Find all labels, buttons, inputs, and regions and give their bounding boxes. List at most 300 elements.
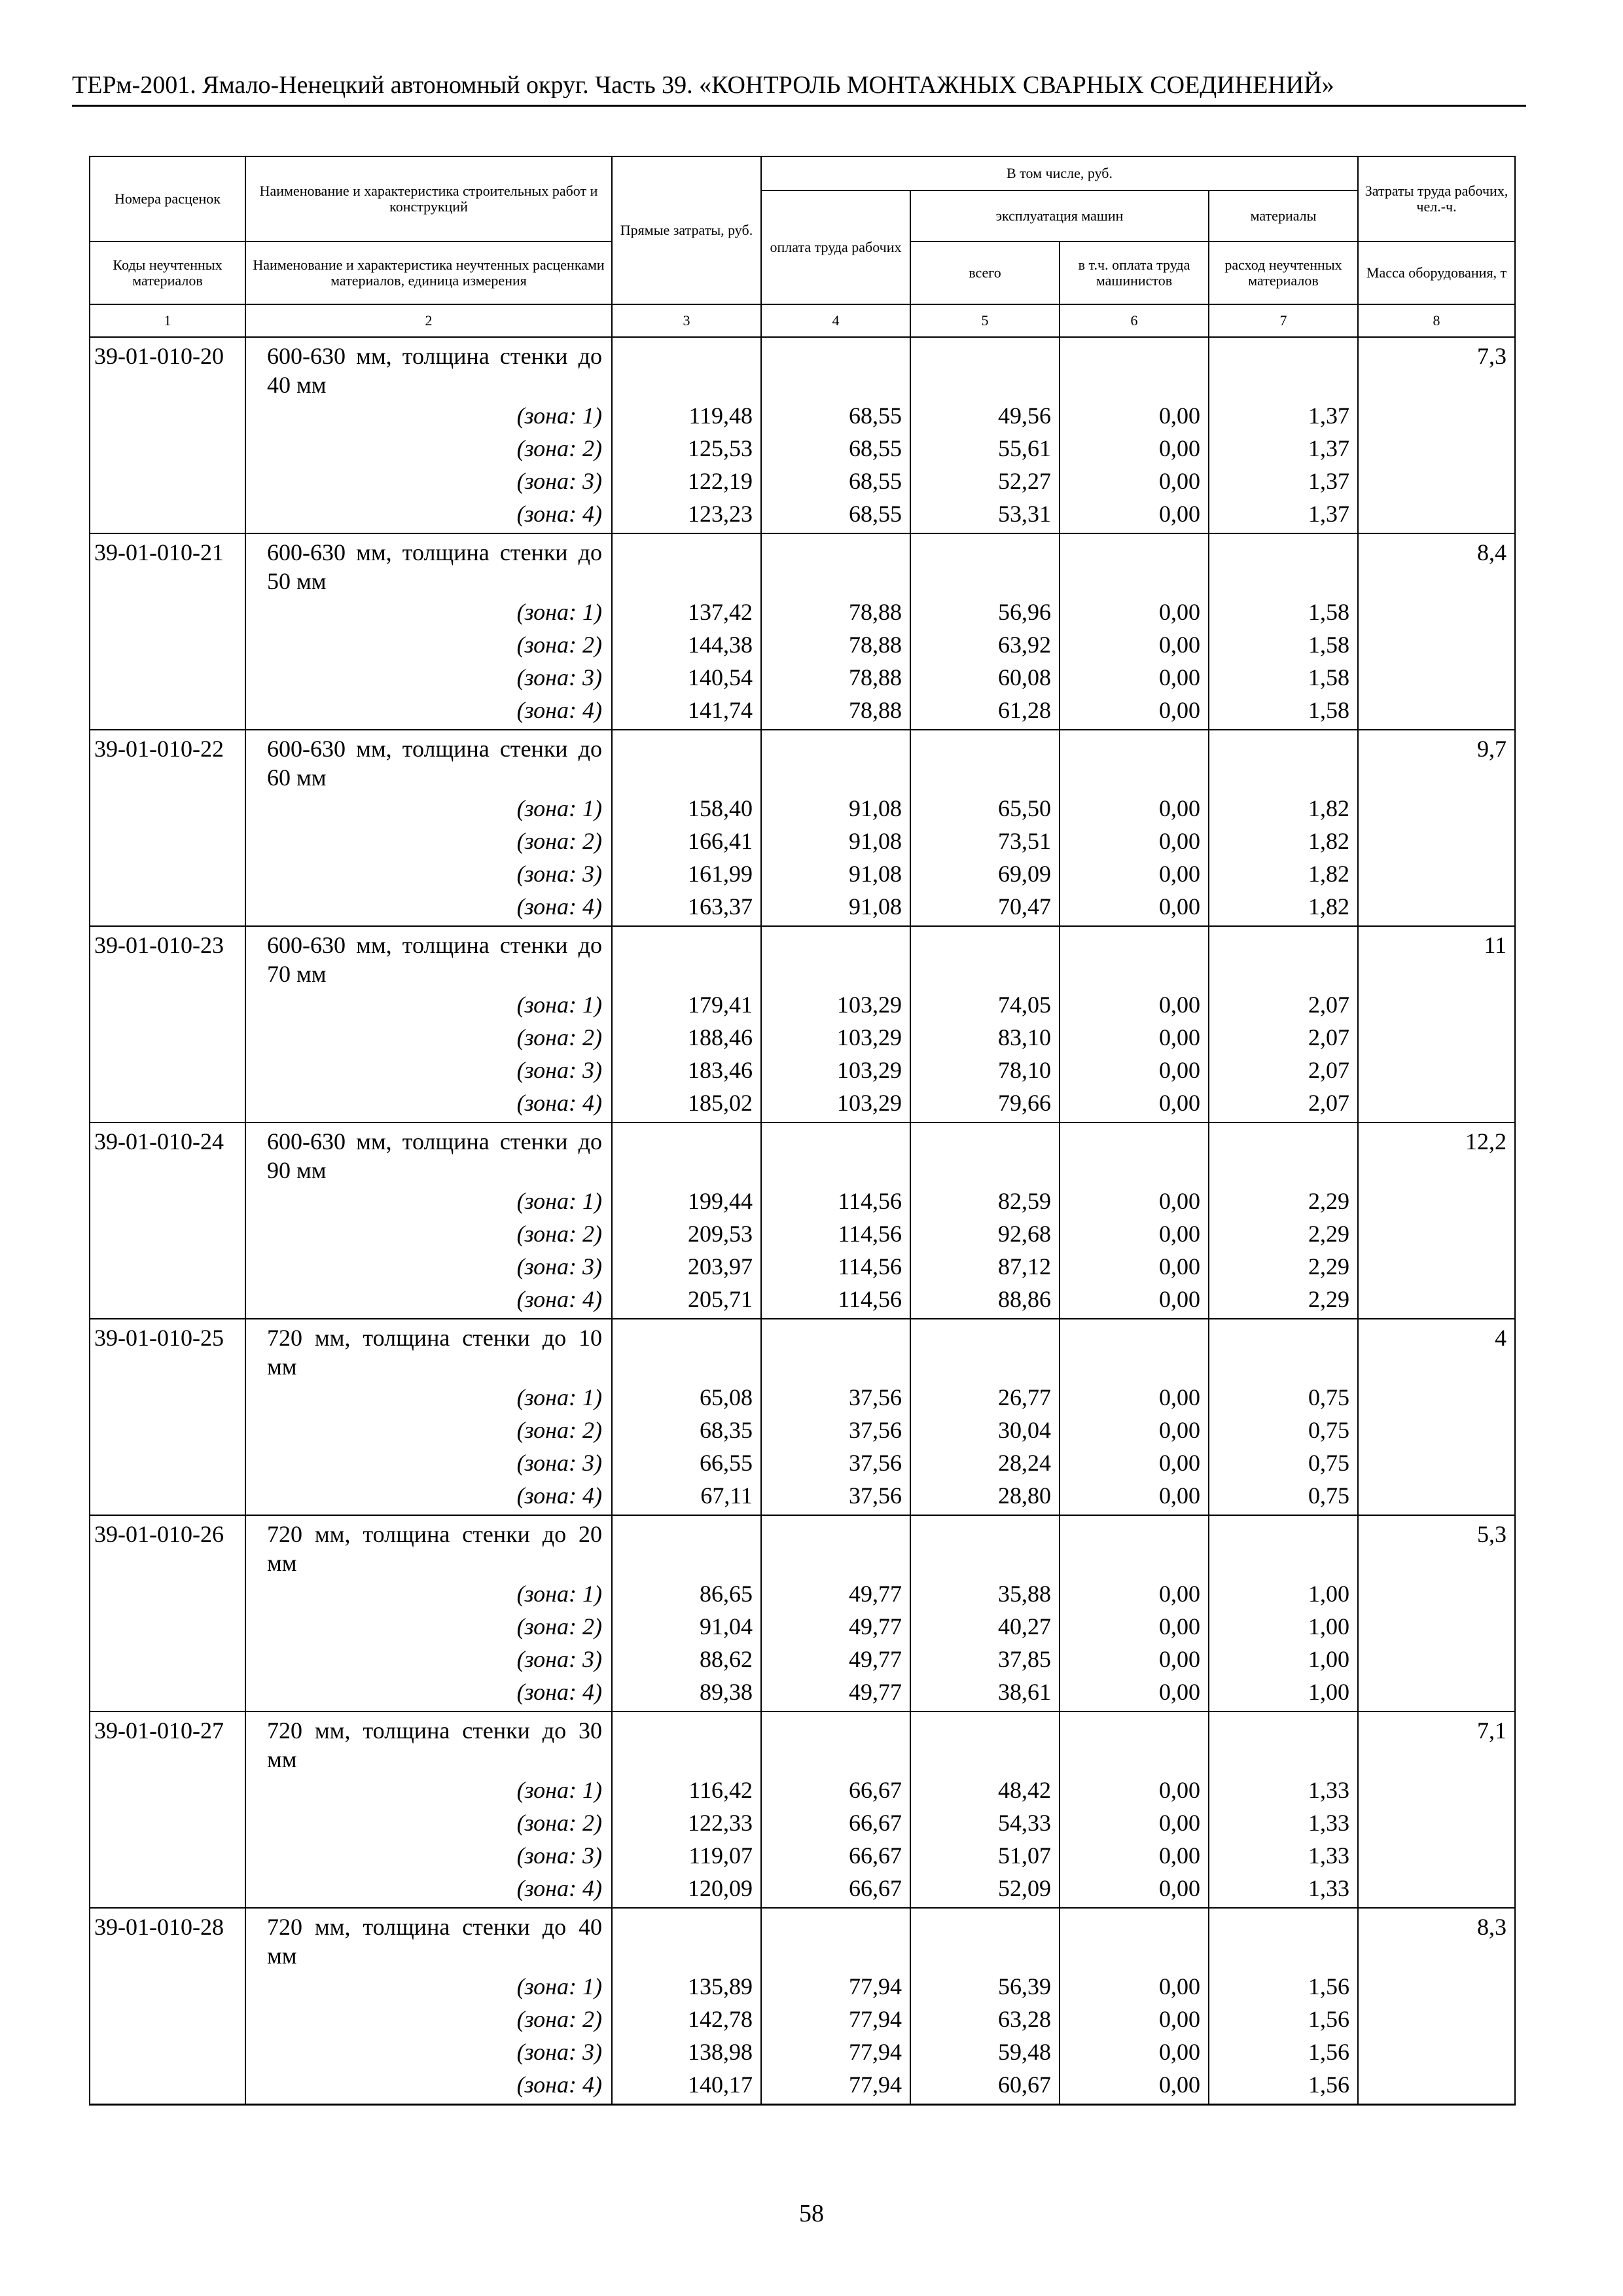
labor-pay-value: 103,29 <box>761 988 910 1021</box>
zone-label: (зона: 3) <box>245 661 612 694</box>
empty-cell <box>612 533 761 596</box>
zone-label: (зона: 2) <box>245 432 612 465</box>
direct-costs-value: 137,42 <box>612 596 761 628</box>
empty-cell <box>1060 926 1209 988</box>
rate-code: 39-01-010-26 <box>90 1515 245 1577</box>
page-header-title: ТЕРм-2001. Ямало-Ненецкий автономный округ. Часть 39. «КОНТРОЛЬ МОНТАЖНЫХ СВАРНЫХ СОЕДИНЕНИЙ» <box>72 71 1334 99</box>
labor-costs-value: 1,37 <box>1209 465 1358 497</box>
labor-pay-value: 78,88 <box>761 694 910 730</box>
empty-cell <box>1358 1872 1515 1908</box>
direct-costs-value: 125,53 <box>612 432 761 465</box>
labor-pay-value: 91,08 <box>761 825 910 857</box>
zone-label: (зона: 4) <box>245 1676 612 1712</box>
empty-cell <box>612 337 761 399</box>
rate-row <box>90 533 1515 596</box>
direct-costs-value: 122,33 <box>612 1806 761 1839</box>
empty-cell <box>90 1479 245 1515</box>
empty-cell <box>761 1122 910 1185</box>
labor-costs-value: 2,29 <box>1209 1217 1358 1250</box>
direct-costs-value: 141,74 <box>612 694 761 730</box>
zone-row <box>90 661 1515 694</box>
machine-total-value: 56,39 <box>910 1970 1060 2003</box>
equipment-mass: 11 <box>1358 926 1515 988</box>
direct-costs-value: 183,46 <box>612 1054 761 1086</box>
empty-cell <box>90 1381 245 1414</box>
machinist-pay-value: 0,00 <box>1060 1970 1209 2003</box>
rate-description: 600-630 мм, толщина стенки до 70 мм <box>245 926 612 988</box>
empty-cell <box>910 1712 1060 1774</box>
machine-total-value: 28,80 <box>910 1479 1060 1515</box>
empty-cell <box>612 1319 761 1381</box>
machine-total-value: 30,04 <box>910 1414 1060 1446</box>
empty-cell <box>761 1908 910 1970</box>
labor-pay-value: 68,55 <box>761 399 910 432</box>
column-number: 7 <box>1209 304 1358 337</box>
machinist-pay-value: 0,00 <box>1060 1283 1209 1319</box>
equipment-mass: 8,4 <box>1358 533 1515 596</box>
zone-label: (зона: 2) <box>245 1414 612 1446</box>
machinist-pay-value: 0,00 <box>1060 792 1209 825</box>
empty-cell <box>90 1577 245 1610</box>
rate-description: 600-630 мм, толщина стенки до 40 мм <box>245 337 612 399</box>
machinist-pay-value: 0,00 <box>1060 596 1209 628</box>
empty-cell <box>910 533 1060 596</box>
machine-total-value: 70,47 <box>910 890 1060 926</box>
empty-cell <box>1358 399 1515 432</box>
empty-cell <box>90 2036 245 2068</box>
empty-cell <box>910 1122 1060 1185</box>
empty-cell <box>1358 1610 1515 1643</box>
zone-row <box>90 497 1515 533</box>
empty-cell <box>612 730 761 792</box>
empty-cell <box>90 1283 245 1319</box>
empty-cell <box>1358 890 1515 926</box>
empty-cell <box>1209 1908 1358 1970</box>
empty-cell <box>1358 1806 1515 1839</box>
header-unaccounted-names: Наименование и характеристика неучтенных расценками материалов, единица измерения <box>245 242 612 304</box>
direct-costs-value: 158,40 <box>612 792 761 825</box>
labor-pay-value: 91,08 <box>761 857 910 890</box>
labor-pay-value: 91,08 <box>761 890 910 926</box>
empty-cell <box>90 1185 245 1217</box>
zone-label: (зона: 4) <box>245 2068 612 2105</box>
machine-total-value: 60,67 <box>910 2068 1060 2105</box>
zone-label: (зона: 1) <box>245 399 612 432</box>
direct-costs-value: 142,78 <box>612 2003 761 2036</box>
rate-row <box>90 1319 1515 1381</box>
empty-cell <box>1060 730 1209 792</box>
zone-label: (зона: 4) <box>245 497 612 533</box>
labor-pay-value: 114,56 <box>761 1185 910 1217</box>
empty-cell <box>90 465 245 497</box>
machine-total-value: 40,27 <box>910 1610 1060 1643</box>
labor-pay-value: 68,55 <box>761 432 910 465</box>
rates-table <box>89 156 1516 2106</box>
empty-cell <box>90 2068 245 2105</box>
direct-costs-value: 203,97 <box>612 1250 761 1283</box>
empty-cell <box>90 1021 245 1054</box>
empty-cell <box>90 399 245 432</box>
labor-pay-value: 78,88 <box>761 661 910 694</box>
machinist-pay-value: 0,00 <box>1060 694 1209 730</box>
machinist-pay-value: 0,00 <box>1060 1446 1209 1479</box>
empty-cell <box>612 1712 761 1774</box>
machine-total-value: 92,68 <box>910 1217 1060 1250</box>
empty-cell <box>1060 1122 1209 1185</box>
labor-pay-value: 37,56 <box>761 1479 910 1515</box>
header-unaccounted-consumption: расход неучтенных материалов <box>1209 242 1358 304</box>
labor-costs-value: 1,58 <box>1209 596 1358 628</box>
direct-costs-value: 120,09 <box>612 1872 761 1908</box>
empty-cell <box>612 1908 761 1970</box>
empty-cell <box>1358 988 1515 1021</box>
machinist-pay-value: 0,00 <box>1060 1217 1209 1250</box>
empty-cell <box>910 1515 1060 1577</box>
empty-cell <box>90 1054 245 1086</box>
direct-costs-value: 91,04 <box>612 1610 761 1643</box>
zone-row <box>90 1054 1515 1086</box>
machine-total-value: 52,27 <box>910 465 1060 497</box>
direct-costs-value: 140,17 <box>612 2068 761 2105</box>
rate-row <box>90 1908 1515 1970</box>
column-number: 3 <box>612 304 761 337</box>
labor-costs-value: 1,00 <box>1209 1643 1358 1676</box>
machinist-pay-value: 0,00 <box>1060 1054 1209 1086</box>
machine-total-value: 53,31 <box>910 497 1060 533</box>
empty-cell <box>90 1839 245 1872</box>
rate-code: 39-01-010-25 <box>90 1319 245 1381</box>
direct-costs-value: 122,19 <box>612 465 761 497</box>
equipment-mass: 12,2 <box>1358 1122 1515 1185</box>
zone-label: (зона: 2) <box>245 1021 612 1054</box>
empty-cell <box>1358 1479 1515 1515</box>
labor-pay-value: 78,88 <box>761 596 910 628</box>
zone-label: (зона: 1) <box>245 1381 612 1414</box>
empty-cell <box>910 337 1060 399</box>
table-header <box>90 156 1515 337</box>
empty-cell <box>761 337 910 399</box>
labor-costs-value: 1,33 <box>1209 1774 1358 1806</box>
rate-row <box>90 1515 1515 1577</box>
empty-cell <box>1358 1250 1515 1283</box>
direct-costs-value: 185,02 <box>612 1086 761 1122</box>
empty-cell <box>1358 1577 1515 1610</box>
column-number: 8 <box>1358 304 1515 337</box>
rate-description: 600-630 мм, толщина стенки до 60 мм <box>245 730 612 792</box>
empty-cell <box>1358 1446 1515 1479</box>
equipment-mass: 7,1 <box>1358 1712 1515 1774</box>
empty-cell <box>90 825 245 857</box>
zone-label: (зона: 1) <box>245 1970 612 2003</box>
direct-costs-value: 140,54 <box>612 661 761 694</box>
rate-code: 39-01-010-22 <box>90 730 245 792</box>
labor-costs-value: 2,29 <box>1209 1283 1358 1319</box>
empty-cell <box>1209 337 1358 399</box>
labor-pay-value: 114,56 <box>761 1283 910 1319</box>
zone-row <box>90 1086 1515 1122</box>
labor-pay-value: 77,94 <box>761 2068 910 2105</box>
rate-row <box>90 337 1515 399</box>
machinist-pay-value: 0,00 <box>1060 628 1209 661</box>
direct-costs-value: 119,07 <box>612 1839 761 1872</box>
zone-label: (зона: 4) <box>245 1479 612 1515</box>
header-materials: материалы <box>1209 190 1358 242</box>
empty-cell <box>612 1122 761 1185</box>
header-divider <box>72 105 1526 107</box>
zone-row <box>90 1970 1515 2003</box>
labor-pay-value: 49,77 <box>761 1610 910 1643</box>
zone-label: (зона: 2) <box>245 628 612 661</box>
zone-label: (зона: 1) <box>245 1185 612 1217</box>
empty-cell <box>90 988 245 1021</box>
column-number: 4 <box>761 304 910 337</box>
rate-description: 600-630 мм, толщина стенки до 50 мм <box>245 533 612 596</box>
empty-cell <box>1358 1086 1515 1122</box>
zone-label: (зона: 3) <box>245 465 612 497</box>
zone-row <box>90 628 1515 661</box>
zone-label: (зона: 3) <box>245 1250 612 1283</box>
empty-cell <box>90 890 245 926</box>
empty-cell <box>761 533 910 596</box>
zone-label: (зона: 1) <box>245 1774 612 1806</box>
rate-row <box>90 730 1515 792</box>
empty-cell <box>90 1774 245 1806</box>
empty-cell <box>1358 2036 1515 2068</box>
machine-total-value: 52,09 <box>910 1872 1060 1908</box>
machine-total-value: 63,92 <box>910 628 1060 661</box>
direct-costs-value: 138,98 <box>612 2036 761 2068</box>
header-machine-total: всего <box>910 242 1060 304</box>
machine-total-value: 87,12 <box>910 1250 1060 1283</box>
machine-total-value: 65,50 <box>910 792 1060 825</box>
labor-costs-value: 1,56 <box>1209 2036 1358 2068</box>
labor-costs-value: 1,58 <box>1209 661 1358 694</box>
empty-cell <box>1358 465 1515 497</box>
zone-label: (зона: 3) <box>245 1643 612 1676</box>
labor-costs-value: 1,37 <box>1209 399 1358 432</box>
header-labor-pay: оплата труда рабочих <box>761 190 910 304</box>
machine-total-value: 83,10 <box>910 1021 1060 1054</box>
direct-costs-value: 135,89 <box>612 1970 761 2003</box>
empty-cell <box>1358 1054 1515 1086</box>
labor-pay-value: 78,88 <box>761 628 910 661</box>
empty-cell <box>910 730 1060 792</box>
machinist-pay-value: 0,00 <box>1060 1872 1209 1908</box>
machine-total-value: 38,61 <box>910 1676 1060 1712</box>
header-direct-costs: Прямые затраты, руб. <box>612 156 761 304</box>
direct-costs-value: 89,38 <box>612 1676 761 1712</box>
empty-cell <box>1358 1839 1515 1872</box>
labor-pay-value: 68,55 <box>761 465 910 497</box>
labor-costs-value: 1,58 <box>1209 628 1358 661</box>
labor-costs-value: 1,56 <box>1209 2068 1358 2105</box>
zone-row <box>90 1446 1515 1479</box>
empty-cell <box>90 1446 245 1479</box>
labor-pay-value: 68,55 <box>761 497 910 533</box>
machinist-pay-value: 0,00 <box>1060 1839 1209 1872</box>
machinist-pay-value: 0,00 <box>1060 1610 1209 1643</box>
zone-label: (зона: 3) <box>245 1446 612 1479</box>
empty-cell <box>1358 857 1515 890</box>
machinist-pay-value: 0,00 <box>1060 1643 1209 1676</box>
labor-costs-value: 0,75 <box>1209 1479 1358 1515</box>
zone-row <box>90 1806 1515 1839</box>
empty-cell <box>1209 730 1358 792</box>
zone-row <box>90 1839 1515 1872</box>
empty-cell <box>1358 1643 1515 1676</box>
labor-pay-value: 37,56 <box>761 1414 910 1446</box>
zone-label: (зона: 4) <box>245 890 612 926</box>
empty-cell <box>90 628 245 661</box>
empty-cell <box>1358 1021 1515 1054</box>
equipment-mass: 7,3 <box>1358 337 1515 399</box>
rate-code: 39-01-010-20 <box>90 337 245 399</box>
labor-pay-value: 49,77 <box>761 1676 910 1712</box>
empty-cell <box>1358 1283 1515 1319</box>
machine-total-value: 79,66 <box>910 1086 1060 1122</box>
machinist-pay-value: 0,00 <box>1060 1774 1209 1806</box>
zone-row <box>90 825 1515 857</box>
column-number: 6 <box>1060 304 1209 337</box>
empty-cell <box>1209 926 1358 988</box>
machine-total-value: 59,48 <box>910 2036 1060 2068</box>
labor-costs-value: 1,00 <box>1209 1676 1358 1712</box>
rate-row <box>90 1122 1515 1185</box>
empty-cell <box>1209 1712 1358 1774</box>
labor-costs-value: 1,33 <box>1209 1806 1358 1839</box>
zone-row <box>90 988 1515 1021</box>
empty-cell <box>1358 1970 1515 2003</box>
machinist-pay-value: 0,00 <box>1060 497 1209 533</box>
labor-costs-value: 2,07 <box>1209 1054 1358 1086</box>
empty-cell <box>1060 1515 1209 1577</box>
rate-code: 39-01-010-27 <box>90 1712 245 1774</box>
machine-total-value: 48,42 <box>910 1774 1060 1806</box>
header-machine-operation: эксплуатация машин <box>910 190 1209 242</box>
zone-row <box>90 694 1515 730</box>
empty-cell <box>90 792 245 825</box>
zone-label: (зона: 3) <box>245 857 612 890</box>
empty-cell <box>761 1712 910 1774</box>
zone-label: (зона: 4) <box>245 1283 612 1319</box>
rate-row <box>90 1712 1515 1774</box>
empty-cell <box>1060 1319 1209 1381</box>
zone-label: (зона: 4) <box>245 1872 612 1908</box>
zone-row <box>90 1021 1515 1054</box>
zone-label: (зона: 2) <box>245 1610 612 1643</box>
labor-costs-value: 1,37 <box>1209 432 1358 465</box>
zone-row <box>90 857 1515 890</box>
zone-label: (зона: 1) <box>245 596 612 628</box>
machine-total-value: 88,86 <box>910 1283 1060 1319</box>
zone-row <box>90 1872 1515 1908</box>
empty-cell <box>1358 596 1515 628</box>
empty-cell <box>1358 1185 1515 1217</box>
zone-row <box>90 792 1515 825</box>
zone-row <box>90 1774 1515 1806</box>
rate-description: 720 мм, толщина стенки до 20 мм <box>245 1515 612 1577</box>
labor-pay-value: 37,56 <box>761 1381 910 1414</box>
machinist-pay-value: 0,00 <box>1060 399 1209 432</box>
labor-costs-value: 1,58 <box>1209 694 1358 730</box>
machinist-pay-value: 0,00 <box>1060 432 1209 465</box>
machinist-pay-value: 0,00 <box>1060 1479 1209 1515</box>
direct-costs-value: 86,65 <box>612 1577 761 1610</box>
labor-pay-value: 66,67 <box>761 1774 910 1806</box>
labor-pay-value: 77,94 <box>761 2036 910 2068</box>
labor-costs-value: 1,37 <box>1209 497 1358 533</box>
labor-pay-value: 114,56 <box>761 1250 910 1283</box>
labor-costs-value: 1,82 <box>1209 857 1358 890</box>
labor-pay-value: 103,29 <box>761 1086 910 1122</box>
machinist-pay-value: 0,00 <box>1060 661 1209 694</box>
machinist-pay-value: 0,00 <box>1060 1414 1209 1446</box>
machinist-pay-value: 0,00 <box>1060 465 1209 497</box>
machine-total-value: 61,28 <box>910 694 1060 730</box>
labor-costs-value: 1,33 <box>1209 1839 1358 1872</box>
empty-cell <box>90 1872 245 1908</box>
empty-cell <box>1358 1774 1515 1806</box>
empty-cell <box>1358 2068 1515 2105</box>
empty-cell <box>1358 1676 1515 1712</box>
machine-total-value: 63,28 <box>910 2003 1060 2036</box>
empty-cell <box>90 1610 245 1643</box>
zone-label: (зона: 2) <box>245 1806 612 1839</box>
machinist-pay-value: 0,00 <box>1060 825 1209 857</box>
zone-label: (зона: 2) <box>245 825 612 857</box>
rate-description: 600-630 мм, толщина стенки до 90 мм <box>245 1122 612 1185</box>
empty-cell <box>90 1414 245 1446</box>
zone-row <box>90 1643 1515 1676</box>
machine-total-value: 55,61 <box>910 432 1060 465</box>
empty-cell <box>90 2003 245 2036</box>
zone-label: (зона: 3) <box>245 1054 612 1086</box>
rate-description: 720 мм, толщина стенки до 40 мм <box>245 1908 612 1970</box>
empty-cell <box>90 1676 245 1712</box>
machine-total-value: 54,33 <box>910 1806 1060 1839</box>
empty-cell <box>90 857 245 890</box>
empty-cell <box>90 432 245 465</box>
direct-costs-value: 123,23 <box>612 497 761 533</box>
direct-costs-value: 119,48 <box>612 399 761 432</box>
direct-costs-value: 116,42 <box>612 1774 761 1806</box>
empty-cell <box>90 596 245 628</box>
direct-costs-value: 68,35 <box>612 1414 761 1446</box>
labor-pay-value: 77,94 <box>761 1970 910 2003</box>
empty-cell <box>612 926 761 988</box>
direct-costs-value: 205,71 <box>612 1283 761 1319</box>
direct-costs-value: 209,53 <box>612 1217 761 1250</box>
header-rate-numbers: Номера расценок <box>90 156 245 242</box>
zone-row <box>90 1250 1515 1283</box>
direct-costs-value: 88,62 <box>612 1643 761 1676</box>
zone-row <box>90 890 1515 926</box>
empty-cell <box>1358 2003 1515 2036</box>
direct-costs-value: 144,38 <box>612 628 761 661</box>
labor-costs-value: 2,07 <box>1209 1086 1358 1122</box>
column-number: 2 <box>245 304 612 337</box>
empty-cell <box>1060 1908 1209 1970</box>
zone-label: (зона: 4) <box>245 1086 612 1122</box>
header-including: В том числе, руб. <box>761 156 1358 190</box>
column-number: 5 <box>910 304 1060 337</box>
rate-description: 720 мм, толщина стенки до 30 мм <box>245 1712 612 1774</box>
labor-costs-value: 0,75 <box>1209 1381 1358 1414</box>
zone-row <box>90 1479 1515 1515</box>
empty-cell <box>1060 1712 1209 1774</box>
empty-cell <box>761 1319 910 1381</box>
zone-label: (зона: 4) <box>245 694 612 730</box>
